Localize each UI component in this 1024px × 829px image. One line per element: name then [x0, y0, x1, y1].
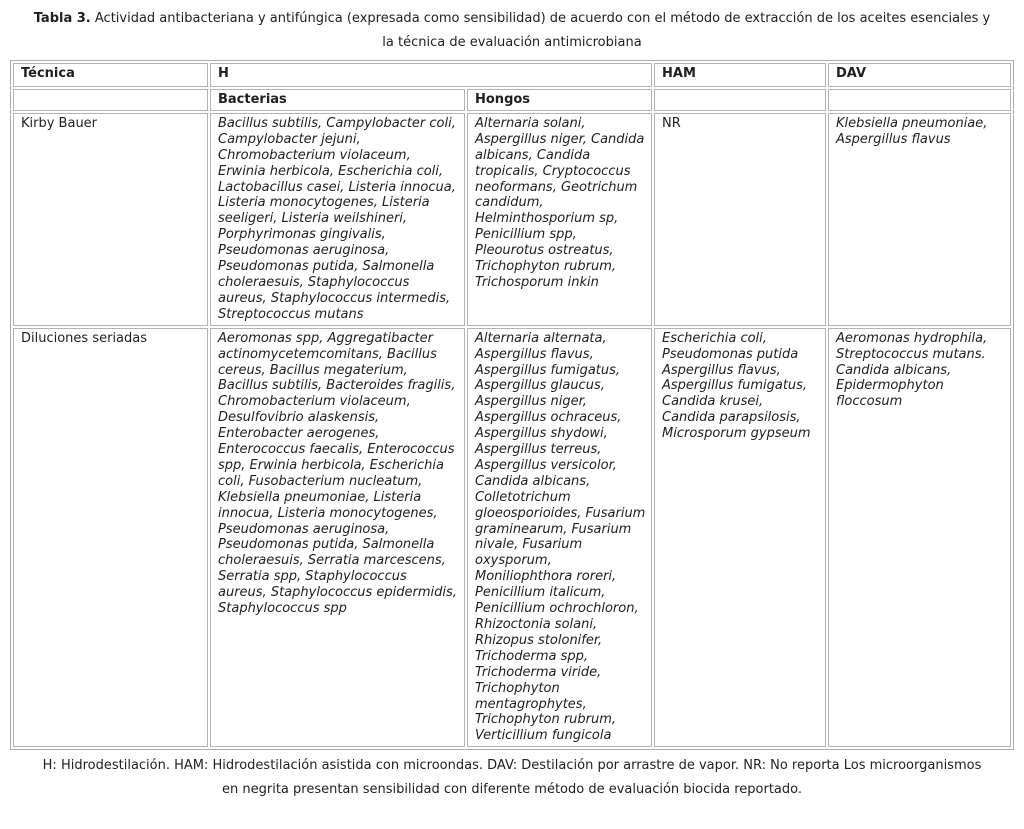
cell-ham: Escherichia coli, Pseudomonas putida Aspergillus flavus, Aspergillus fumigatus, Candida krusei, Candida parapsilosis, Microsporum gypseum: [654, 328, 826, 748]
header-dav: DAV: [828, 63, 1011, 87]
table-row-diluciones-seriadas: [13, 328, 1011, 748]
cell-hongos: Alternaria alternata, Aspergillus flavus, Aspergillus fumigatus, Aspergillus glaucus, Aspergillus niger, Aspergillus ochraceus, Aspergillus shydowi, Aspergillus terreus, Aspergillus versicolor, Candida albicans, Colletotrichum gloeosporioides, Fusarium graminearum, Fusarium nivale, Fusarium oxysporum, Moniliophthora roreri, Penicillium italicum, Penicillium ochrochloron, Rhizoctonia solani, Rhizopus stolonifer, Trichoderma spp, Trichoderma viride, Trichophyton mentagrophytes, Trichophyton rubrum, Verticillium fungicola: [467, 328, 652, 748]
header-spacer-dav: [828, 89, 1011, 111]
header-spacer-tecnica: [13, 89, 208, 111]
table-caption: [0, 0, 1024, 60]
table-caption-label: Tabla 3.: [33, 11, 91, 26]
cell-tecnica: Kirby Bauer: [13, 113, 208, 326]
cell-bacterias: Bacillus subtilis, Campylobacter coli, Campylobacter jejuni, Chromobacterium violaceum, Erwinia herbicola, Escherichia coli, Lactobacillus casei, Listeria innocua, Listeria monocytogenes, Listeria seeligeri, Listeria weilshineri, Porphyrimonas gingivalis, Pseudomonas aeruginosa, Pseudomonas putida, Salmonella choleraesuis, Staphylococcus aureus, Staphylococcus intermedis, Streptococcus mutans: [210, 113, 465, 326]
header-tecnica: Técnica: [13, 63, 208, 87]
header-spacer-ham: [654, 89, 826, 111]
cell-dav: Aeromonas hydrophila, Streptococcus mutans. Candida albicans, Epidermophyton floccosum: [828, 328, 1011, 748]
header-bacterias: Bacterias: [210, 89, 465, 111]
table-caption-text: Actividad antibacteriana y antifúngica (expresada como sensibilidad) de acuerdo con el método de extracción de los aceites esenciales y la técnica de evaluación antimicrobiana: [90, 11, 991, 50]
cell-bacterias: Aeromonas spp, Aggregatibacter actinomycetemcomitans, Bacillus cereus, Bacillus megaterium, Bacillus subtilis, Bacteroides fragilis, Chromobacterium violaceum, Desulfovibrio alaskensis, Enterobacter aerogenes, Enterococcus faecalis, Enterococcus spp, Erwinia herbicola, Escherichia coli, Fusobacterium nucleatum, Klebsiella pneumoniae, Listeria innocua, Listeria monocytogenes, Pseudomonas aeruginosa, Pseudomonas putida, Salmonella choleraesuis, Serratia marcescens, Serratia spp, Staphylococcus aureus, Staphylococcus epidermidis, Staphylococcus spp: [210, 328, 465, 748]
table-footnote: H: Hidrodestilación. HAM: Hidrodestilación asistida con microondas. DAV: Destilación por arrastre de vapor. NR: No reporta Los microorganismos en negrita presentan sensibilidad con diferente método de evaluación biocida reportado.: [42, 758, 982, 798]
cell-tecnica: Diluciones seriadas: [13, 328, 208, 748]
header-hongos: Hongos: [467, 89, 652, 111]
table-row-kirby-bauer: [13, 113, 1011, 326]
cell-hongos: Alternaria solani, Aspergillus niger, Candida albicans, Candida tropicalis, Cryptococcus neoformans, Geotrichum candidum, Helminthosporium sp, Penicillium spp, Pleourotus ostreatus, Trichophyton rubrum, Trichosporum inkin: [467, 113, 652, 326]
header-ham: HAM: [654, 63, 826, 87]
results-table: [10, 60, 1014, 750]
header-h: H: [210, 63, 652, 87]
header-row-1: [13, 63, 1011, 87]
header-row-2: [13, 89, 1011, 111]
cell-dav: Klebsiella pneumoniae, Aspergillus flavus: [828, 113, 1011, 326]
cell-ham: NR: [654, 113, 826, 326]
